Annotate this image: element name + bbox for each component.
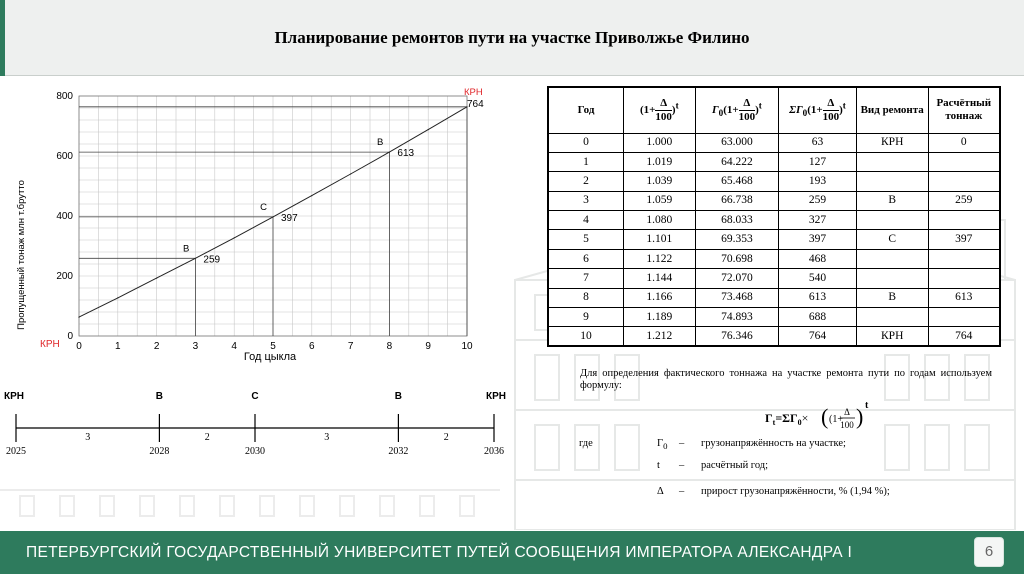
y-tick-label: 0 [67,331,73,342]
timeline-interval-label: 2 [443,432,449,443]
def-text: прирост грузонапряжённости, % (1,94 %); [701,486,890,497]
timeline-layer [4,391,506,457]
data-point [195,258,196,259]
header-sum-g0: $\Sigma Г_0(1+$ $\frac{\Delta}{100}$ )$^t$ [779,87,857,133]
table-cell: КРН [856,133,928,152]
def-symbol: t [657,460,660,471]
svg-text:): ) [856,404,864,429]
header-repair-type: Вид ремонта [856,87,928,133]
table-cell: 613 [928,288,1000,307]
table-cell: 9 [548,308,624,327]
table-cell: 1.019 [624,152,696,171]
svg-text:(: ( [821,404,829,429]
value-label: 613 [397,148,415,160]
table-cell: 0 [548,133,624,152]
timeline-year-label: 2036 [484,446,504,457]
table-cell: 127 [779,152,857,171]
y-tick-label: 200 [56,271,73,282]
table-row [548,327,1000,346]
table-row [548,288,1000,307]
university-name: ПЕТЕРБУРГСКИЙ ГОСУДАРСТВЕННЫЙ УНИВЕРСИТЕТ ПУТЕЙ СООБЩЕНИЯ ИМПЕРАТОРА АЛЕКСАНДРА I [26,544,853,561]
timeline-interval-label: 2 [204,432,210,443]
table-cell: 69.353 [695,230,779,249]
x-tick-label: 8 [386,341,393,352]
building-watermark-left [0,470,500,530]
table-cell: 65.468 [695,172,779,191]
tonnage-line-chart [0,80,510,370]
table-cell: 10 [548,327,624,346]
table-cell: 66.738 [695,191,779,210]
value-label: 764 [467,98,484,110]
table-cell [856,172,928,191]
table-cell: 193 [779,172,857,191]
repair-type-label: C [260,201,267,213]
table-cell: 397 [779,230,857,249]
table-cell [928,152,1000,171]
table-cell [856,249,928,268]
data-point [78,317,79,318]
table-cell: 4 [548,211,624,230]
definition-row [575,486,995,500]
table-row [548,211,1000,230]
timeline-year-label: 2028 [149,446,170,457]
table-cell: 259 [779,191,857,210]
x-tick-label: 10 [461,341,473,352]
y-axis-label: Пропущенный тонаж млн т.брутто [16,180,27,330]
data-point [350,173,351,174]
table-cell: В [856,191,928,210]
header-g0: $Г_0(1+$ $\frac{\Delta}{100}$ )$^t$ [695,87,779,133]
timeline-year-label: 2030 [245,446,265,457]
header-year: Год [548,87,624,133]
table-cell [856,308,928,327]
definition-row [575,438,995,452]
table-cell: 0 [928,133,1000,152]
def-dash: – [679,460,685,471]
y-tick-label: 400 [56,211,73,222]
table-cell [928,172,1000,191]
timeline-event-label: КРН [4,391,24,402]
data-point [272,216,273,217]
table-cell: 6 [548,249,624,268]
table-cell: В [856,288,928,307]
table-cell: 1.059 [624,191,696,210]
table-row [548,230,1000,249]
def-symbol: Δ [657,486,664,497]
timeline-event-label: В [155,391,164,402]
svg-text:(1+: (1+ [829,414,843,425]
x-tick-label: 5 [270,341,276,352]
table-cell: 63 [779,133,857,152]
timeline-interval-label: 3 [85,432,91,443]
svg-text:t: t [865,400,869,411]
table-cell: 73.468 [695,288,779,307]
table-cell: 70.698 [695,249,779,268]
formula-section [575,368,995,518]
header-coefficient [624,87,696,133]
table-body [548,133,1000,346]
data-point [117,297,118,298]
x-tick-label: 2 [153,341,160,352]
table-cell [928,249,1000,268]
data-point [428,129,429,130]
table-cell: 259 [928,191,1000,210]
header-calc-tonnage: Расчётный тоннаж [928,87,1000,133]
timeline-year-label: 2032 [388,446,409,457]
table-row [548,172,1000,191]
page-title: Планирование ремонтов пути на участке Приволжье Филино [274,28,750,47]
table-header-row [548,87,1000,133]
svg-text:Δ: Δ [844,407,850,417]
table-cell: 613 [779,288,857,307]
y-tick-label: 800 [56,91,73,102]
def-symbol: $Г_0$ [657,438,668,452]
table-row [548,152,1000,171]
table-cell: 3 [548,191,624,210]
table-cell: 1.122 [624,249,696,268]
tonnage-table [547,86,1001,347]
table-cell: С [856,230,928,249]
x-tick-label: 1 [115,341,121,352]
table-cell: 1.212 [624,327,696,346]
table-cell: 74.893 [695,308,779,327]
table-row [548,269,1000,288]
where-label: где [579,438,593,449]
table-cell: 397 [928,230,1000,249]
def-dash: – [679,486,685,497]
data-point [389,152,390,153]
repair-type-label: B [183,243,190,255]
chart-labels [40,87,484,350]
x-tick-label: 7 [347,341,354,352]
timeline-event-label: В [394,391,403,402]
x-tick-label: 9 [425,341,431,352]
table-cell: 1.144 [624,269,696,288]
table-cell: 76.346 [695,327,779,346]
table-cell: 1 [548,152,624,171]
definition-row [575,460,995,474]
table-cell [856,269,928,288]
svg-text:Гt=ΣГ0×: $Г_t=\Sigma Г_0\times$ [765,411,809,427]
x-axis-label: Год цыкла [243,351,297,363]
table-row [548,308,1000,327]
timeline-event-label: КРН [486,391,506,402]
table-cell: КРН [856,327,928,346]
table-row [548,191,1000,210]
table-row [548,133,1000,152]
table-cell [856,211,928,230]
header-bar [0,0,1024,76]
origin-repair-label: КРН [40,339,60,350]
table-cell [928,308,1000,327]
footer-bar [0,531,1024,574]
svg-text:100: 100 [840,420,854,430]
table-cell: 540 [779,269,857,288]
table-cell: 7 [548,269,624,288]
table-cell: 1.189 [624,308,696,327]
table-cell: 1.000 [624,133,696,152]
coef-formula: (1+ $\frac{\Delta}{100}$ )$^t$ [639,96,679,123]
def-text: расчётный год; [701,460,769,471]
repair-timeline [0,385,510,465]
x-tick-label: 6 [309,341,315,352]
table-cell: 8 [548,288,624,307]
data-point [311,195,312,196]
def-dash: – [679,438,685,449]
table-cell: 764 [928,327,1000,346]
x-tick-label: 4 [231,341,237,352]
y-tick-label: 600 [56,151,73,162]
table-cell: 2 [548,172,624,191]
data-point [156,278,157,279]
timeline-interval-label: 3 [324,432,330,443]
table-cell: 688 [779,308,857,327]
value-label: 397 [281,212,298,224]
table-cell: 1.080 [624,211,696,230]
table-cell: 1.101 [624,230,696,249]
table-cell: 327 [779,211,857,230]
value-label: 259 [203,254,221,266]
timeline-year-label: 2025 [6,446,26,457]
table-cell: 1.039 [624,172,696,191]
page-number: 6 [974,537,1004,567]
table-row [548,249,1000,268]
table-cell: 64.222 [695,152,779,171]
def-text: грузонапряжённость на участке; [701,438,846,449]
formula-intro: Для определения фактического тоннажа на участке ремонта пути по годам используем формулу: [580,368,992,391]
table-cell: 68.033 [695,211,779,230]
table-cell [928,269,1000,288]
table-cell: 468 [779,249,857,268]
table-cell: 1.166 [624,288,696,307]
data-point [234,237,235,238]
x-tick-label: 3 [192,341,199,352]
table-cell: 63.000 [695,133,779,152]
table-cell [856,152,928,171]
repair-type-label: КРН [464,86,483,98]
table-cell: 5 [548,230,624,249]
x-tick-label: 0 [76,341,82,352]
formula-equation [763,398,873,438]
table-cell: 764 [779,327,857,346]
repair-type-label: B [377,137,384,149]
timeline-event-label: С [251,391,259,402]
table-cell [928,211,1000,230]
table-cell: 72.070 [695,269,779,288]
